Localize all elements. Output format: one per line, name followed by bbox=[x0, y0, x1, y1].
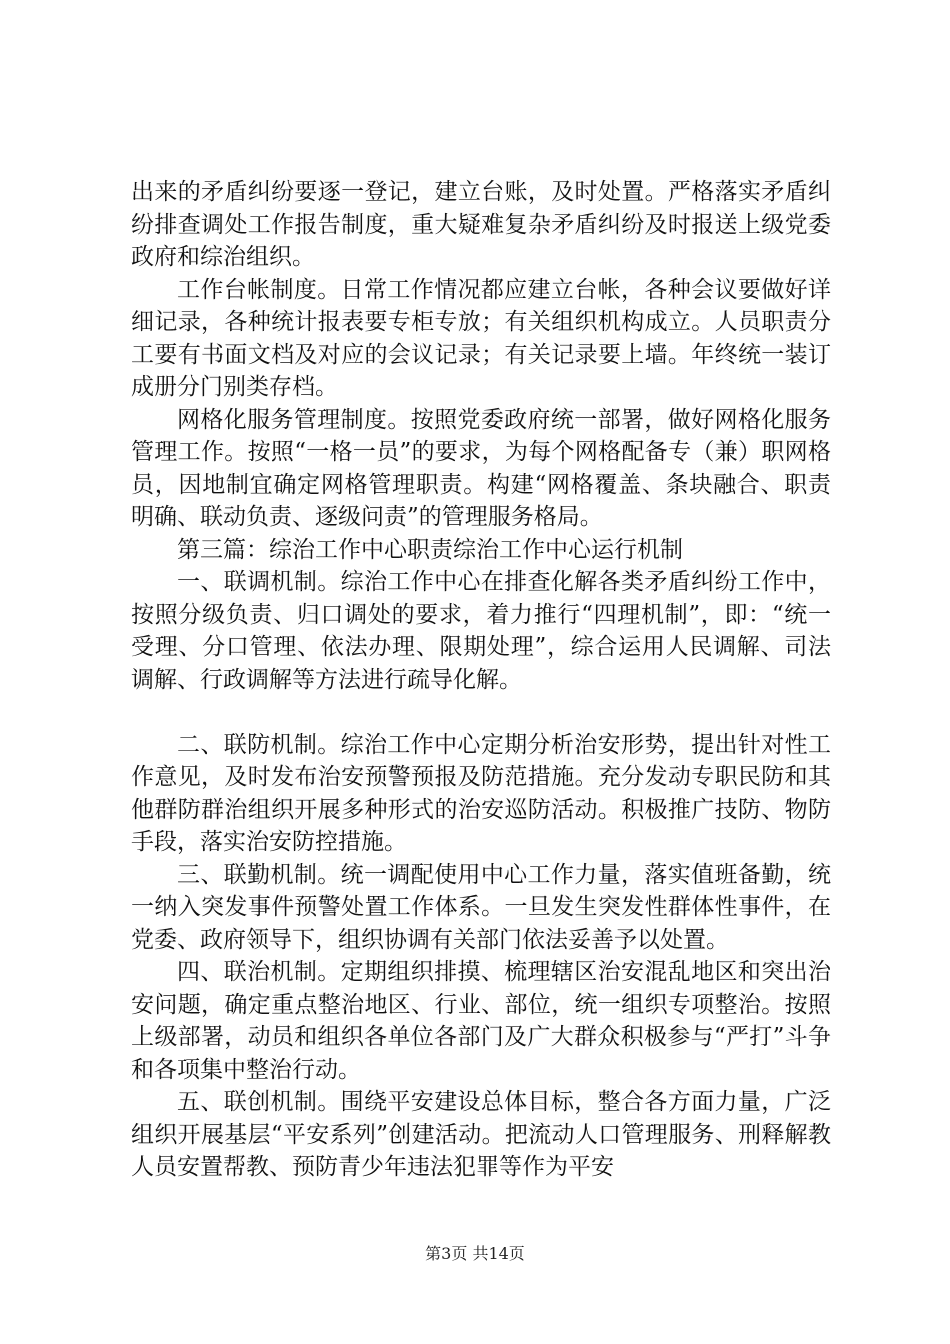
paragraph-ledger-system: 工作台帐制度。日常工作情况都应建立台帐，各种会议要做好详细记录，各种统计报表要专柜专放；有关组织机构成立。人员职责分工要有书面文档及对应的会议记录；有关记录要上墙。年终统一装订成册分门别类存档。 bbox=[131, 276, 831, 400]
paragraph-grid-management: 网格化服务管理制度。按照党委政府统一部署，做好网格化服务管理工作。按照“一格一员”的要求，为每个网格配备专（兼）职网格员，因地制宜确定网格管理职责。构建“网格覆盖、条块融合、职责明确、联动负责、逐级问责”的管理服务格局。 bbox=[131, 406, 831, 530]
page-number-footer: 第3页 共14页 bbox=[425, 1244, 525, 1263]
paragraph-joint-defense: 二、联防机制。综治工作中心定期分析治安形势，提出针对性工作意见，及时发布治安预警预报及防范措施。充分发动专职民防和其他群防群治组织开展多种形式的治安巡防活动。积极推广技防、物防手段，落实治安防控措施。 bbox=[131, 731, 831, 855]
paragraph-joint-creation: 五、联创机制。围绕平安建设总体目标，整合各方面力量，广泛组织开展基层“平安系列”创建活动。把流动人口管理服务、刑释解教人员安置帮教、预防青少年违法犯罪等作为平安 bbox=[131, 1089, 831, 1180]
paragraph-joint-duty: 三、联勤机制。统一调配使用中心工作力量，落实值班备勤，统一纳入突发事件预警处置工作体系。一旦发生突发性群体性事件，在党委、政府领导下，组织协调有关部门依法妥善予以处置。 bbox=[131, 861, 831, 953]
section-heading-part-three: 第三篇：综治工作中心职责综治工作中心运行机制 bbox=[177, 536, 683, 563]
blank-line bbox=[131, 696, 831, 729]
document-body bbox=[131, 176, 831, 1184]
paragraph-joint-governance: 四、联治机制。定期组织排摸、梳理辖区治安混乱地区和突出治安问题，确定重点整治地区、行业、部位，统一组织专项整治。按照上级部署，动员和组织各单位各部门及广大群众积极参与“严打”斗争和各项集中整治行动。 bbox=[131, 959, 831, 1083]
paragraph-joint-mediation: 一、联调机制。综治工作中心在排查化解各类矛盾纠纷工作中，按照分级负责、归口调处的要求，着力推行“四理机制”，即：“统一受理、分口管理、依法办理、限期处理”，综合运用人民调解、司法调解、行政调解等方法进行疏导化解。 bbox=[131, 569, 831, 693]
paragraph-1: 出来的矛盾纠纷要逐一登记，建立台账，及时处置。严格落实矛盾纠纷排查调处工作报告制度，重大疑难复杂矛盾纠纷及时报送上级党委政府和综治组织。 bbox=[131, 179, 831, 270]
